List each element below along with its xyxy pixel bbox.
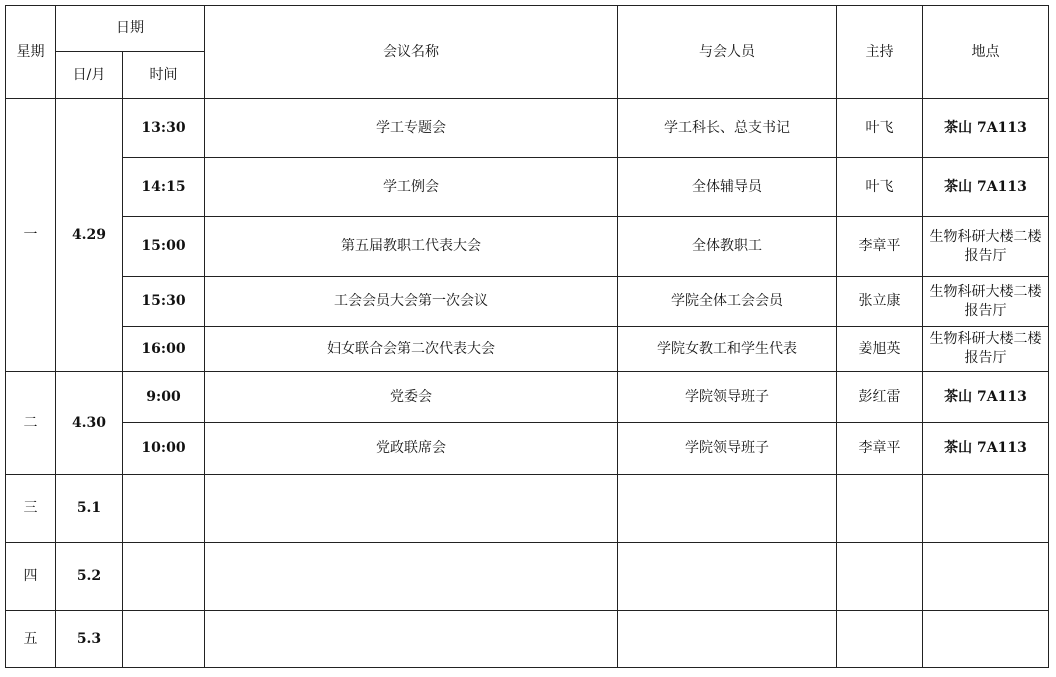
header-date-group: 日期 <box>56 6 205 52</box>
attendees-cell: 学院领导班子 <box>618 372 837 423</box>
place-cell: 茶山 7A113 <box>923 99 1049 158</box>
weekday-cell: 四 <box>6 543 56 611</box>
attendees-cell: 学院领导班子 <box>618 423 837 475</box>
table-row <box>6 611 1049 668</box>
meeting-name-cell: 学工专题会 <box>205 99 618 158</box>
header-weekday: 星期 <box>6 6 56 99</box>
meeting-name-cell <box>205 543 618 611</box>
date-cell: 5.1 <box>56 475 123 543</box>
meeting-schedule-table <box>5 5 1049 668</box>
weekday-cell: 五 <box>6 611 56 668</box>
time-cell: 15:00 <box>123 217 205 277</box>
meeting-name-cell: 学工例会 <box>205 158 618 217</box>
attendees-cell <box>618 543 837 611</box>
attendees-cell: 全体教职工 <box>618 217 837 277</box>
attendees-cell: 学工科长、总支书记 <box>618 99 837 158</box>
date-cell: 4.29 <box>56 99 123 372</box>
host-cell <box>837 543 923 611</box>
place-cell: 生物科研大楼二楼报告厅 <box>923 277 1049 327</box>
place-cell <box>923 543 1049 611</box>
time-cell <box>123 543 205 611</box>
table-row <box>6 543 1049 611</box>
header-row <box>6 6 1049 52</box>
header-attendees: 与会人员 <box>618 6 837 99</box>
header-meeting: 会议名称 <box>205 6 618 99</box>
table-row <box>6 158 1049 217</box>
weekday-cell: 三 <box>6 475 56 543</box>
weekday-cell: 一 <box>6 99 56 372</box>
time-cell: 14:15 <box>123 158 205 217</box>
header-place: 地点 <box>923 6 1049 99</box>
meeting-name-cell: 党委会 <box>205 372 618 423</box>
host-cell: 李章平 <box>837 217 923 277</box>
table-row <box>6 475 1049 543</box>
host-cell <box>837 611 923 668</box>
host-cell: 张立康 <box>837 277 923 327</box>
table-row <box>6 372 1049 423</box>
table-row <box>6 423 1049 475</box>
place-cell <box>923 611 1049 668</box>
attendees-cell: 学院女教工和学生代表 <box>618 327 837 372</box>
meeting-name-cell: 党政联席会 <box>205 423 618 475</box>
time-cell: 16:00 <box>123 327 205 372</box>
host-cell <box>837 475 923 543</box>
meeting-name-cell: 工会会员大会第一次会议 <box>205 277 618 327</box>
table-row <box>6 327 1049 372</box>
table-row <box>6 99 1049 158</box>
attendees-cell <box>618 475 837 543</box>
date-cell: 5.3 <box>56 611 123 668</box>
meeting-name-cell <box>205 611 618 668</box>
place-cell: 生物科研大楼二楼报告厅 <box>923 327 1049 372</box>
place-cell: 茶山 7A113 <box>923 423 1049 475</box>
date-cell: 4.30 <box>56 372 123 475</box>
table-row <box>6 277 1049 327</box>
time-cell <box>123 475 205 543</box>
place-cell: 生物科研大楼二楼报告厅 <box>923 217 1049 277</box>
time-cell: 9:00 <box>123 372 205 423</box>
attendees-cell: 全体辅导员 <box>618 158 837 217</box>
time-cell <box>123 611 205 668</box>
host-cell: 李章平 <box>837 423 923 475</box>
header-host: 主持 <box>837 6 923 99</box>
meeting-name-cell: 妇女联合会第二次代表大会 <box>205 327 618 372</box>
table-row <box>6 217 1049 277</box>
header-time: 时间 <box>123 52 205 99</box>
time-cell: 15:30 <box>123 277 205 327</box>
host-cell: 叶飞 <box>837 99 923 158</box>
date-cell: 5.2 <box>56 543 123 611</box>
place-cell: 茶山 7A113 <box>923 158 1049 217</box>
place-cell <box>923 475 1049 543</box>
meeting-name-cell <box>205 475 618 543</box>
header-day-month: 日/月 <box>56 52 123 99</box>
host-cell: 彭红雷 <box>837 372 923 423</box>
host-cell: 姜旭英 <box>837 327 923 372</box>
host-cell: 叶飞 <box>837 158 923 217</box>
attendees-cell <box>618 611 837 668</box>
attendees-cell: 学院全体工会会员 <box>618 277 837 327</box>
meeting-name-cell: 第五届教职工代表大会 <box>205 217 618 277</box>
time-cell: 13:30 <box>123 99 205 158</box>
place-cell: 茶山 7A113 <box>923 372 1049 423</box>
weekday-cell: 二 <box>6 372 56 475</box>
time-cell: 10:00 <box>123 423 205 475</box>
